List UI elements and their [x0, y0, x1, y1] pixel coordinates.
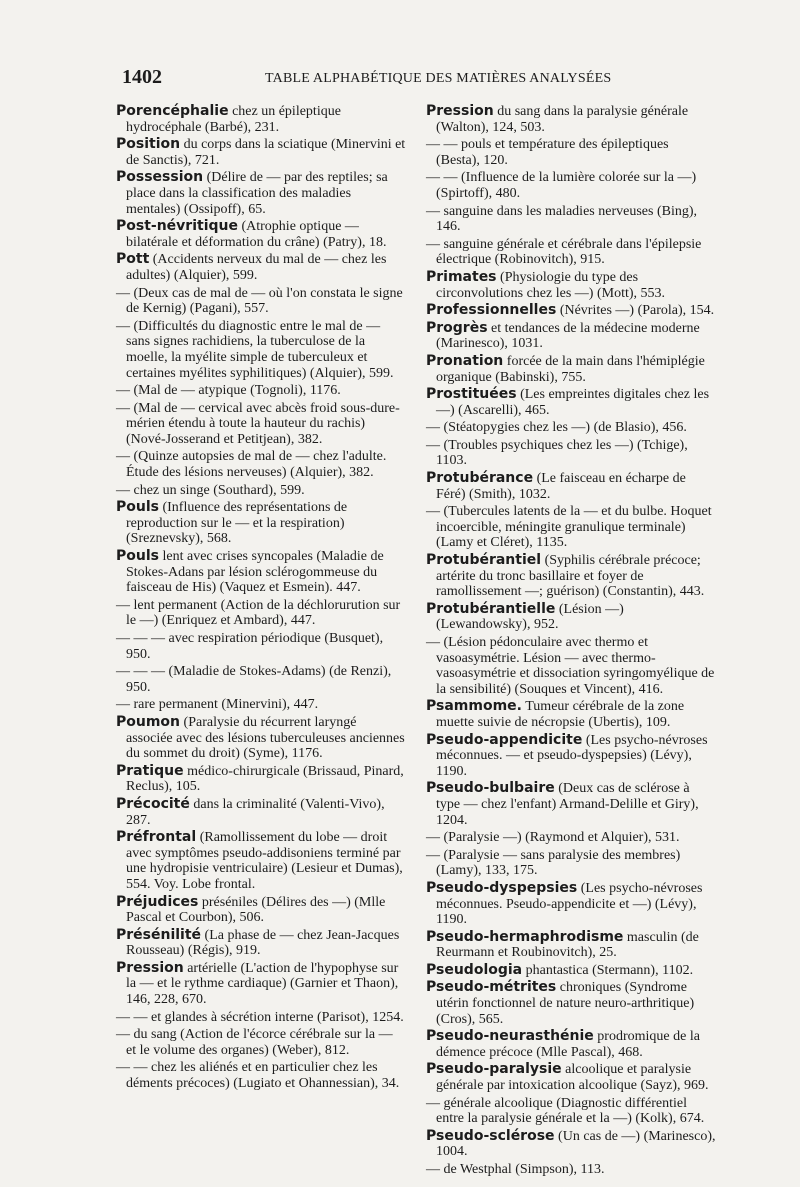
index-entry — [116, 1027, 406, 1058]
entry-text: (Paralysie du récurrent laryngé associée avec des lésions tuberculeuses anciennes du sommet du droit) (Syme), 1176. — [126, 714, 405, 762]
entry-text: (Lésion —) (Lewandowsky), 952. — [436, 601, 624, 633]
index-entry — [426, 1162, 716, 1178]
entry-headword: Psammome. — [426, 698, 522, 715]
entry-text: — (Difficultés du diagnostic entre le mal de — sans signes rachidiens, la tuberculose de la moelle, la myélite simple de tuberculeux et certaines myélites syphilitiques) (Alquier), 599. — [116, 318, 394, 381]
entry-headword: Pouls — [116, 548, 159, 565]
index-entry — [426, 104, 716, 135]
entry-headword: Pseudo-sclérose — [426, 1127, 555, 1144]
left-column — [116, 104, 406, 1094]
entry-headword: Pseudo-paralysie — [426, 1061, 562, 1078]
entry-headword: Pronation — [426, 352, 504, 369]
entry-headword: Préfrontal — [116, 829, 197, 846]
entry-text: (Ramollissement du lobe — droit avec symptômes pseudo-addisoniens terminé par une hydropisie ventriculaire) (Lesieur et Dumas), 554. Voy. Lobe frontal. — [126, 830, 403, 892]
index-entry — [426, 204, 716, 235]
entry-text: (Névrites —) (Parola), 154. — [556, 303, 715, 319]
index-entry — [116, 170, 406, 217]
entry-text: — rare permanent (Minervini), 447. — [116, 697, 319, 713]
entry-text: — chez un singe (Southard), 599. — [116, 482, 305, 498]
entry-text: forcée de la main dans l'hémiplégie organique (Babinski), 755. — [436, 353, 705, 385]
entry-text: du sang dans la paralysie générale (Walton), 124, 503. — [436, 104, 689, 135]
entry-text: (Syphilis cérébrale précoce; artérite du tronc basillaire et foyer de ramollissement —; guérison) (Constantin), 443. — [436, 553, 705, 600]
index-entry — [426, 237, 716, 268]
index-entry — [426, 303, 716, 319]
entry-text: masculin (de Reurmann et Roubinovitch), 25. — [436, 929, 699, 961]
index-entry — [116, 895, 406, 926]
entry-headword: Pseudologia — [426, 961, 523, 978]
entry-headword: Pseudo-dyspepsies — [426, 879, 578, 896]
entry-text: — (Paralysie — sans paralysie des membres) (Lamy), 133, 175. — [426, 847, 681, 879]
entry-headword: Pouls — [116, 499, 159, 516]
entry-text: — (Paralysie —) (Raymond et Alquier), 531. — [426, 830, 680, 846]
right-column — [426, 104, 716, 1180]
entry-headword: Progrès — [426, 319, 488, 336]
entry-headword: Professionnelles — [426, 302, 557, 319]
entry-text: — (Mal de — atypique (Tognoli), 1176. — [116, 383, 341, 399]
entry-headword: Porencéphalie — [116, 103, 229, 119]
index-entry — [426, 137, 716, 168]
index-entry — [426, 1129, 716, 1160]
index-entry — [426, 930, 716, 961]
entry-text: (Un cas de —) (Marinesco), 1004. — [436, 1128, 716, 1160]
entry-text: alcoolique et paralysie générale par intoxication alcoolique (Sayz), 969. — [436, 1062, 709, 1094]
entry-headword: Précocité — [116, 795, 190, 812]
index-entry — [426, 848, 716, 879]
index-entry — [116, 383, 406, 399]
entry-text: (Les psycho-névroses méconnues. — et pseudo-dyspepsies) (Lévy), 1190. — [436, 732, 708, 779]
entry-text: — (Mal de — cervical avec abcès froid sous-dure-mérien étendu à toute la hauteur du rachis) (Nové-Josserand et Petitjean), 382. — [116, 400, 400, 447]
entry-text: — — — (Maladie de Stokes-Adams) (de Renzi), 950. — [116, 664, 392, 695]
entry-headword: Pseudo-hermaphrodisme — [426, 928, 624, 945]
index-entry — [116, 631, 406, 662]
entry-text: — — pouls et température des épileptiques (Besta), 120. — [426, 137, 669, 168]
index-entry — [116, 483, 406, 499]
index-entry — [116, 549, 406, 596]
entry-text: — de Westphal (Simpson), 113. — [426, 1162, 605, 1177]
entry-text: — (Troubles psychiques chez les —) (Tchige), 1103. — [426, 437, 688, 469]
entry-text: (Deux cas de sclérose à type — chez l'enfant) Armand-Delille et Giry), 1204. — [436, 781, 699, 828]
index-entry — [426, 321, 716, 352]
entry-text: (Influence des représentations de reproduction sur le — et la respiration) (Sreznevsky), 568. — [126, 500, 348, 547]
entry-text: (La phase de — chez Jean-Jacques Rousseau) (Régis), 919. — [126, 927, 400, 959]
entry-text: — — (Influence de la lumière colorée sur la —) (Spirtoff), 480. — [426, 170, 697, 201]
entry-text: — (Quinze autopsies de mal de — chez l'adulte. Étude des lésions nerveuses) (Alquier), 382. — [116, 449, 387, 481]
entry-text: — sanguine générale et cérébrale dans l'épilepsie électrique (Robinovitch), 915. — [426, 236, 702, 268]
entry-headword: Pseudo-appendicite — [426, 731, 583, 748]
entry-text: lent avec crises syncopales (Maladie de Stokes-Adans par lésion sclérogommeuse du faisceau de His) (Vaquez et Esmein). 447. — [126, 549, 384, 596]
index-entry — [426, 504, 716, 551]
index-entry — [116, 449, 406, 480]
entry-text: — du sang (Action de l'écorce cérébrale sur la — et le volume des organes) (Weber), 812. — [116, 1027, 393, 1058]
entry-headword: Prostituées — [426, 386, 517, 403]
index-entry — [116, 219, 406, 250]
entry-text: (Les empreintes digitales chez les —) (Ascarelli), 465. — [436, 387, 710, 418]
entry-text: — — — avec respiration périodique (Busquet), 950. — [116, 631, 384, 662]
entry-text: — — et glandes à sécrétion interne (Parisot), 1254. — [116, 1009, 404, 1025]
index-entry — [116, 500, 406, 547]
index-entry — [426, 270, 716, 301]
entry-text: médico-chirurgicale (Brissaud, Pinard, Reclus), 105. — [126, 763, 404, 795]
index-entry — [426, 699, 716, 730]
entry-text: artérielle (L'action de l'hypophyse sur la — et le rythme cardiaque) (Garnier et Thaon), 146, 228, 670. — [126, 960, 399, 1008]
entry-text: (Atrophie optique — bilatérale et déformation du crâne) (Patry), 18. — [126, 219, 387, 250]
index-entry — [426, 963, 716, 979]
index-entry — [426, 602, 716, 633]
entry-headword: Post-névritique — [116, 218, 238, 235]
index-entry — [116, 137, 406, 168]
index-entry — [116, 104, 406, 135]
entry-headword: Protubérance — [426, 470, 534, 487]
index-entry — [426, 781, 716, 828]
index-entry — [426, 881, 716, 928]
index-entry — [426, 471, 716, 502]
entry-text: — (Tubercules latents de la — et du bulbe. Hoquet incoercible, méningite granulique terminale) (Lamy et Cléret), 1135. — [426, 504, 712, 551]
index-entry — [426, 980, 716, 1027]
index-entry — [426, 635, 716, 697]
entry-headword: Pratique — [116, 762, 184, 779]
index-entry — [426, 830, 716, 846]
index-entry — [426, 420, 716, 436]
entry-text: — lent permanent (Action de la déchlorurution sur le —) (Enriquez et Ambard), 447. — [116, 597, 401, 629]
entry-text: préséniles (Délires des —) (Mlle Pascal et Courbon), 506. — [126, 894, 386, 926]
entry-headword: Préjudices — [116, 893, 199, 910]
index-entry — [116, 697, 406, 713]
entry-text: — (Deux cas de mal de — où l'on constata le signe de Kernig) (Pagani), 557. — [116, 285, 403, 317]
entry-text: chroniques (Syndrome utérin fonctionnel de nature neuro-arthritique) (Cros), 565. — [436, 980, 695, 1027]
index-entry — [116, 1060, 406, 1091]
entry-headword: Protubérantielle — [426, 600, 556, 617]
entry-text: — générale alcoolique (Diagnostic différentiel entre la paralysie générale et la —) (Kolk), 674. — [426, 1095, 705, 1127]
index-entry — [426, 438, 716, 469]
entry-text: Tumeur cérébrale de la zone muette suivie de nécropsie (Ubertis), 109. — [436, 699, 685, 730]
index-entry — [116, 715, 406, 762]
index-entry — [426, 1096, 716, 1127]
entry-headword: Poumon — [116, 713, 181, 730]
index-entry — [116, 1010, 406, 1026]
entry-text: phantastica (Stermann), 1102. — [522, 962, 694, 978]
entry-text: — (Lésion pédonculaire avec thermo et vasoasymétrie. Lésion — avec thermo-vasoasymétrie et dissociation syringomyélique de la sensibilité) (Souques et Vincent), 416. — [426, 635, 715, 697]
entry-text: — sanguine dans les maladies nerveuses (Bing), 146. — [426, 203, 697, 235]
index-entry — [116, 598, 406, 629]
index-entry — [426, 733, 716, 780]
page-number: 1402 — [122, 66, 162, 88]
index-entry — [116, 664, 406, 695]
index-entry — [116, 252, 406, 283]
entry-text: (Le faisceau en écharpe de Féré) (Smith), 1032. — [436, 471, 686, 502]
index-entry — [116, 961, 406, 1008]
index-entry — [116, 928, 406, 959]
index-entry — [116, 401, 406, 448]
entry-text: (Délire de — par des reptiles; sa place dans la classification des maladies mentales) (Ossipoff), 65. — [126, 170, 388, 217]
index-entry — [116, 797, 406, 828]
entry-headword: Pott — [116, 251, 150, 268]
index-entry — [426, 170, 716, 201]
running-title: TABLE ALPHABÉTIQUE DES MATIÈRES ANALYSÉES — [265, 71, 612, 86]
entry-text: (Physiologie du type des circonvolutions chez les —) (Mott), 553. — [436, 269, 666, 301]
entry-text: (Accidents nerveux du mal de — chez les adultes) (Alquier), 599. — [126, 252, 387, 283]
entry-text: prodromique de la démence précoce (Mlle Pascal), 468. — [436, 1029, 700, 1060]
entry-headword: Pseudo-métrites — [426, 979, 557, 996]
entry-headword: Possession — [116, 169, 204, 186]
entry-text: — (Stéatopygies chez les —) (de Blasio), 456. — [426, 420, 687, 436]
entry-headword: Présénilité — [116, 926, 202, 943]
entry-text: et tendances de la médecine moderne (Marinesco), 1031. — [436, 320, 700, 352]
index-entry — [426, 1062, 716, 1093]
index-entry — [426, 1029, 716, 1060]
entry-headword: Protubérantiel — [426, 552, 542, 569]
entry-text: chez un épileptique hydrocéphale (Barbé), 231. — [126, 104, 341, 135]
entry-text: — — chez les aliénés et en particulier chez les déments précoces) (Lugiato et Ohannessian), 34. — [116, 1060, 400, 1092]
index-entry — [426, 553, 716, 600]
entry-headword: Pression — [426, 103, 494, 119]
entry-text: (Les psycho-névroses méconnues. Pseudo-appendicite et —) (Lévy), 1190. — [436, 880, 703, 928]
entry-text: du corps dans la sciatique (Minervini et de Sanctis), 721. — [126, 137, 406, 168]
index-entry — [116, 830, 406, 892]
entry-headword: Pseudo-bulbaire — [426, 780, 555, 797]
index-entry — [116, 764, 406, 795]
index-entry — [116, 286, 406, 317]
entry-headword: Pression — [116, 959, 184, 976]
entry-headword: Pseudo-neurasthénie — [426, 1028, 594, 1045]
entry-text: dans la criminalité (Valenti-Vivo), 287. — [126, 796, 385, 828]
entry-headword: Primates — [426, 268, 497, 285]
entry-headword: Position — [116, 136, 181, 153]
index-entry — [116, 319, 406, 381]
index-entry — [426, 387, 716, 418]
index-entry — [426, 354, 716, 385]
